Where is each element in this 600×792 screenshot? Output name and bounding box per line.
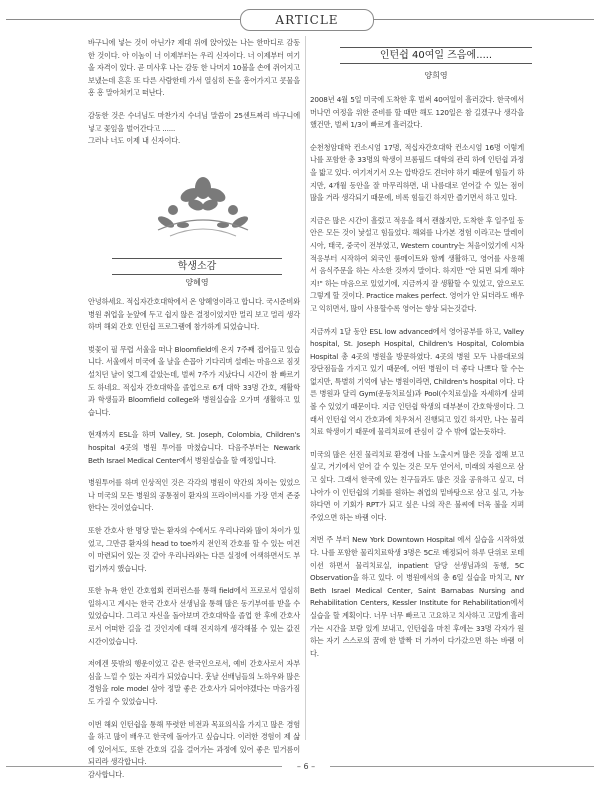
body-paragraph: 병원투어를 하며 인상적인 것은 각각의 병원이 약간의 차이는 있었으나 미국의 모든 병원의 공통점이 환자의 프라이버시를 가장 먼저 존중한다는 것이었습니다. — [88, 478, 300, 513]
intro-paragraph: 바구니에 넣는 것이 아닌가? 제대 위에 앉아있는 나는 한마디로 감동한 것이다. 아 이놈이 너 이제부터는 우리 신자이다. 너 이제부터 여기 올 자격이 있다. 곧 미사후 나는 감동 한 나머지 10불을 손에 쥐어지고 보냈는데 흔흔 또 다른 사람한테 가서 열심히 돈을 흥어가지고 콧물을 흥 흥 말아쳐키고 떠난다. — [88, 38, 300, 98]
body-paragraph: 저번 주 부터 New York Downtown Hospital 에서 실습을 시작하였다. 나를 포함한 물리치료학생 3명은 5C로 배정되어 하루 단위로 로테이션 하면서 물리치료실, inpatient 담당 선생님과의 동행, 5C Observation을 하고 있다. 이 병원에서의 총 6일 실습을 마치고, NY Beth Israel Medical Center, Saint Barnabas Nursing and Rehabilitation Centers, Kessler Institute for Rehabilitation에서 실습을 할 계획이다. 너무 너무 빠르고 고요하고 치사하고 고맙게 흘러가는 시간을 보람 있게 보내고, 인턴쉽을 마친 후에는 33명 각자가 원하는 자기 스스로의 꿈에 한 발짝 더 가까이 다가갔으면 하는 바램 이다. — [310, 535, 524, 658]
section-title: 학생소감 — [177, 261, 217, 272]
body-paragraph: 또한 간호사 한 명당 맡는 환자의 수에서도 우리나라와 많이 차이가 있었고, 그만큼 환자의 head to toe까지 전인적 간호를 할 수 있는 여건이 마련되어 있는 것 같아 우리나라와는 다른 실정에 어색하면서도 부럽기까지 했습니다. — [88, 525, 300, 573]
body-paragraph: 벚꽃이 필 무렵 서울을 떠나 Bloomfield에 온지 7주째 접어들고 있습니다. 서울에서 미국에 올 날을 손꼽아 기다리며 설레는 마음으로 짐짓 설치던 날이 엊그제 같았는데, 벌써 7주가 지났다니 시간이 참 빠르기도 하네요. 적십자 간호대학을 졸업으로 6개 대학 33명 간호, 재활학과 학생들과 Bloomfield college와 병원실습을 오가며 생활하고 있습니다. — [88, 344, 300, 417]
section-title: 인턴쉽 40여일 즈음에..... — [379, 50, 493, 61]
body-paragraph: 또한 뉴욕 한인 간호협회 컨퍼런스를 통해 field에서 프로로서 열심히 일하시고 계시는 한국 간호사 선생님을 통해 많은 동기부여를 받을 수 있었습니다. 그리고 자신을 돌아보며 간호대학을 졸업 한 후에 간호사로서 어떠한 길을 걸 것인지에 대해 진지하게 생각해볼 수 있는 값진 시간이었습니다. — [88, 586, 300, 646]
body-paragraph: 지금까지 1달 동안 ESL low advanced에서 영어공부를 하고, Valley hospital, St. Joseph Hospital, Children's Hospital, Colombia Hospital 총 4곳의 병원을 방문하였다. 4곳의 병원 모두 나름대로의 장단점들을 가지고 있기 때문에, 어떤 병원이 더 좋다 나쁘다 할 수는 없지만, 특별히 기억에 남는 병원이라면, Children's hospital 이다. 다른 병원과 달리 Gym(운동치료실)과 Pool(수치료실)을 자세하게 살펴볼 수 있었기 때문이다. 지금 인턴쉽 학생의 대부분이 간호학생이다. 그래서 인턴쉽 역시 간호과에 치우쳐서 진행되고 있긴 하지만, 나는 물리치료 학생이기 때문에 물리치료에 관심이 갈 수 밖에 없는듯하다. — [310, 326, 524, 437]
intro-paragraph: 감동한 것은 수녀님도 마찬가지 수녀님 말씀이 25센트짜리 바구니에 넣고 꽃잎을 벌어간다고 ...... 그러나 너도 이제 내 신자이다. — [88, 110, 300, 146]
section-title-box — [112, 258, 282, 275]
author-name: 양희영 — [424, 71, 448, 80]
author-name: 양혜영 — [185, 278, 209, 287]
body-paragraph: 안녕하세요. 적십자간호대학에서 온 양혜영이라고 합니다. 국시준비와 병원 취업을 눈앞에 두고 쉽지 않은 결정이었지만 멀리 보고 멀리 생각하며 해외 간호 인턴쉽 프로그램에 참가하게 되었습니다. — [88, 297, 300, 332]
header-title: ARTICLE — [240, 9, 374, 31]
flower-ornament — [148, 170, 258, 245]
left-article-body — [88, 296, 300, 792]
article-header — [6, 6, 594, 34]
body-paragraph: 이번 해외 인턴쉽을 통해 뚜렷한 비전과 목표의식을 가지고 많은 경험을 하고 많이 배우고 한국에 돌아가고 싶습니다. 이러한 경험이 제 삶에 있어서도, 또한 간호의 길을 걸어가는 과정에 있어 좋은 밑거름이 되리라 생각합니다. 감사합니다. — [88, 719, 300, 779]
right-article-body — [310, 94, 524, 670]
body-paragraph: 저에겐 뜻밖의 행운이었고 같은 한국인으로서, 예비 간호사로서 자부심을 느낄 수 있는 자리가 되었습니다. 훗날 선배님들의 노하우와 많은 경험을 role model 삼아 정말 좋은 간호사가 되어야겠다는 마음가짐도 가질 수 있었습니다. — [88, 659, 300, 707]
body-paragraph: 미국의 많은 선진 물리치료 환경에 나를 노출시켜 많은 것을 접해 보고 싶고, 거기에서 얻어 갈 수 있는 것은 모두 얻어서, 미래의 자원으로 삼고 싶다. 그래서 한국에 있는 친구들과도 많은 것을 공유하고 싶고, 더 나아가 이 인턴쉽의 기회를 원하는 취업의 밑바탕으로 삼고 싶고, 가능하다면 이 기회가 RPT가 되고 싶은 나의 작은 불씨에 더욱 불을 지펴 주었으면 하는 바램 이다. — [310, 449, 524, 522]
body-paragraph: 2008년 4월 5일 미국에 도착한 후 벌써 40여일이 흘러갔다. 한국에서 머나먼 여정을 위한 준비를 할 때만 해도 120일은 참 길겠구나 생각을 했건만, 벌써 1/3이 빠르게 흘러갔다. — [310, 95, 524, 130]
column-divider — [305, 36, 306, 740]
page-number: – 6 – — [282, 760, 330, 773]
body-paragraph: 현재까지 ESL을 하며 Valley, St. Joseph, Colombia, Children's hospital 4곳의 병원 투어를 마쳤습니다. 다음주부터는 Newark Beth Israel Medical Center에서 병원실습을 할 예정입니다. — [88, 430, 300, 465]
body-paragraph: 순천청암대학 컨소시엄 17명, 적십자간호대학 컨소시엄 16명 이렇게 나를 포함한 총 33명의 학생이 브롬필드 대학의 관리 하에 인턴쉽 과정을 밟고 있다. 여기저기서 오는 압박감도 견더야 하기 때문에 힘들기 하지만, 4개월 동안을 잘 마무리하면, 내 나름대로 얻어갈 수 있는 점이 많을 거라 생각되기 때문에, 비록 힘들긴 하지만 즐기면서 하고 있다. — [310, 142, 524, 203]
body-paragraph: 지금은 많은 시간이 흘렀고 적응을 해서 괜찮지만, 도착한 후 일주일 동안은 모든 것이 낯설고 힘들었다. 해외를 나가본 경험 이라고는 말레이시아, 태국, 중국이 전부였고, Western country는 처음이었기에 시차적응부터 시작하여 외국인 룸메이트와 함께 생활하고, 영어를 사용해서 음식주문을 하는 사소한 것까지 말이다. 하지만 "안 되면 되게 해야지!" 하는 마음으로 있었기에, 지금까지 잘 생활할 수 있었고, 앞으로도 그렇게 할 것이다. Practice makes perfect. 영어가 안 되더라도 배우고 익히면서, 많이 사용할수록 영어는 향상 되는것같다. — [310, 215, 524, 313]
left-column — [88, 37, 300, 158]
page-footer — [6, 760, 594, 774]
section-title-box — [340, 47, 532, 64]
